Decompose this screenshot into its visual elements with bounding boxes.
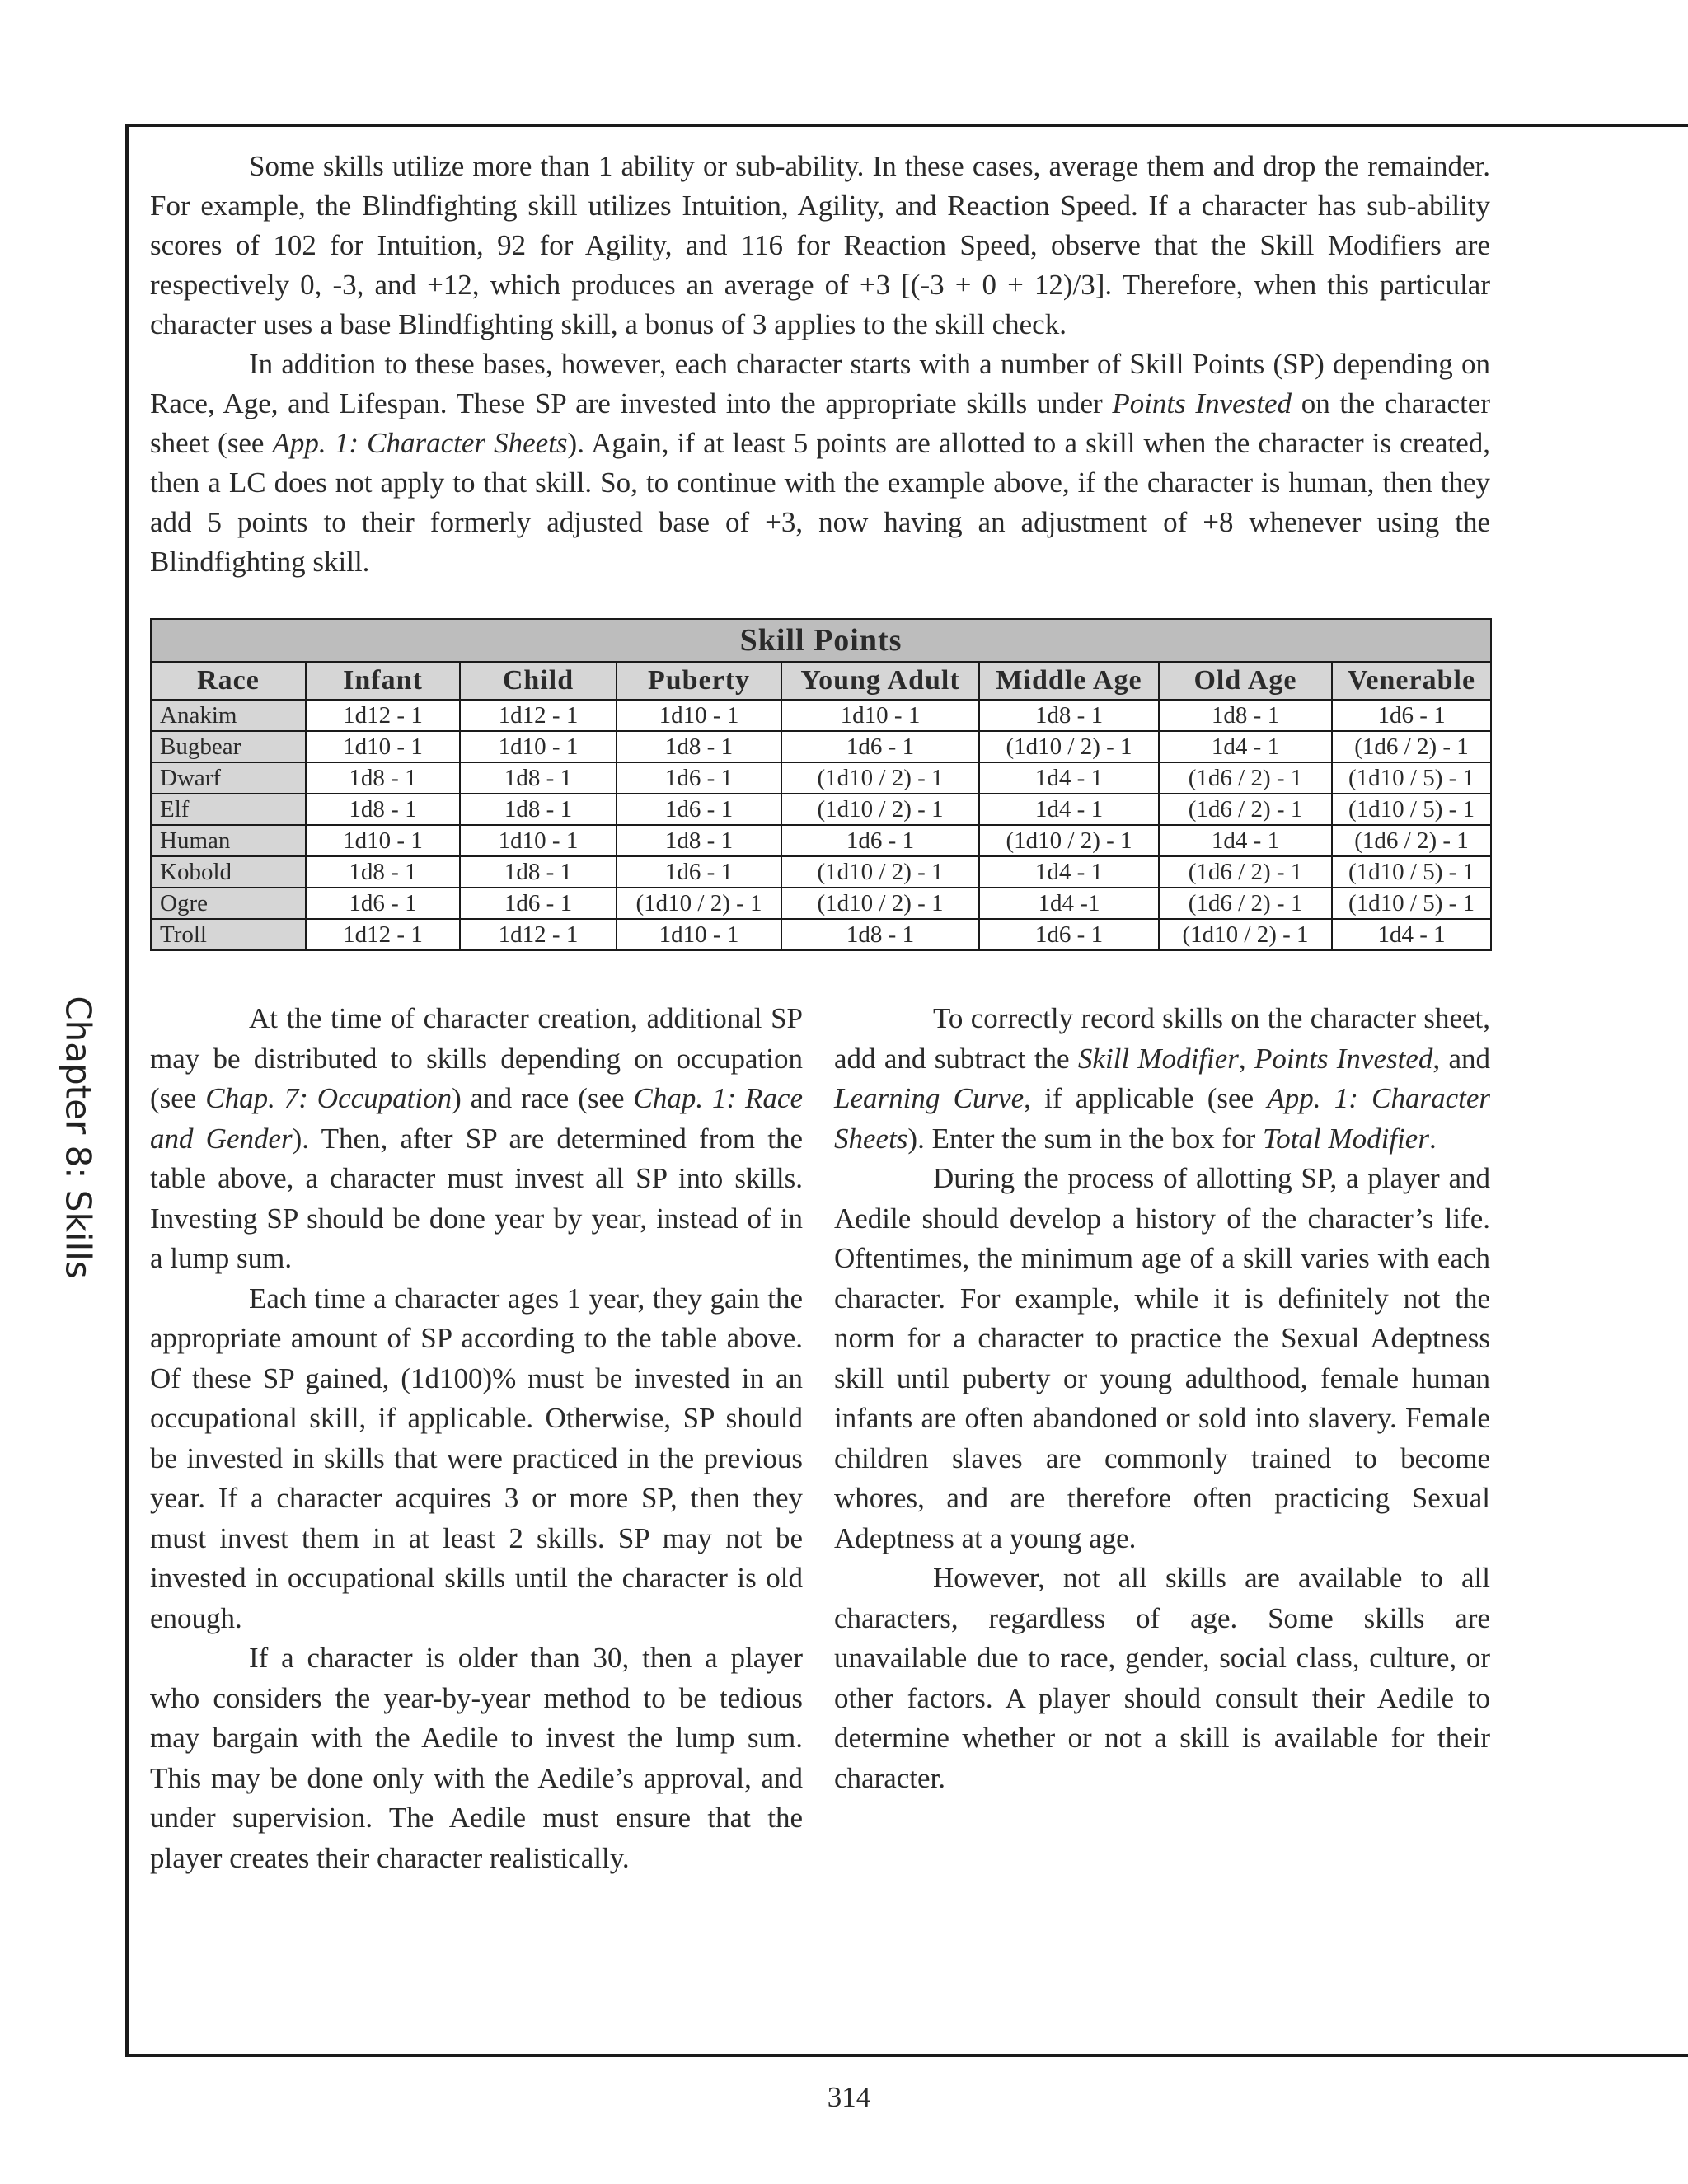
- table-header-cell: Old Age: [1159, 662, 1332, 700]
- table-cell: 1d10 - 1: [306, 731, 460, 762]
- table-cell: (1d10 / 5) - 1: [1332, 794, 1491, 825]
- intro-paragraph-1: Some skills utilize more than 1 ability or sub-ability. In these cases, average them and drop the remainder. For example, the Blindfighting skill utilizes Intuition, Agility, and Reaction Speed. If a character has sub-ability scores of 102 for Intuition, 92 for Agility, and 116 for Reaction Speed, observe that the Skill Modifiers are respectively 0, -3, and +12, which produces an average of +3 [(-3 + 0 + 12)/3]. Therefore, when this particular character uses a base Blindfighting skill, a bonus of 3 applies to the skill check.: [150, 150, 1490, 340]
- race-cell: Human: [151, 825, 306, 856]
- table-cell: 1d12 - 1: [306, 919, 460, 950]
- table-cell: (1d10 / 2) - 1: [1159, 919, 1332, 950]
- table-cell: 1d8 - 1: [1159, 700, 1332, 731]
- table-cell: 1d4 -1: [979, 888, 1159, 919]
- table-cell: 1d8 - 1: [306, 762, 460, 794]
- table-cell: 1d4 - 1: [1332, 919, 1491, 950]
- table-cell: 1d6 - 1: [617, 762, 781, 794]
- table-cell: 1d4 - 1: [1159, 731, 1332, 762]
- left-paragraph-3: If a character is older than 30, then a player who considers the year-by-year method to be tedious may bargain with the Aedile to invest the lump sum. This may be done only with the Aedile’s approval, and under supervision. The Aedile must ensure that the player creates their character realistically.: [150, 1642, 803, 1874]
- table-cell: 1d8 - 1: [781, 919, 979, 950]
- table-cell: 1d10 - 1: [460, 731, 617, 762]
- table-cell: (1d10 / 2) - 1: [617, 888, 781, 919]
- table-row: [151, 825, 1491, 856]
- table-cell: 1d8 - 1: [617, 731, 781, 762]
- table-cell: (1d10 / 2) - 1: [781, 888, 979, 919]
- table-cell: 1d10 - 1: [781, 700, 979, 731]
- table-header-cell: Infant: [306, 662, 460, 700]
- table-row: [151, 700, 1491, 731]
- table-row: [151, 888, 1491, 919]
- race-cell: Bugbear: [151, 731, 306, 762]
- table-header-cell: Race: [151, 662, 306, 700]
- table-row: [151, 856, 1491, 888]
- top-border-rule: [125, 124, 1688, 127]
- table-cell: 1d10 - 1: [460, 825, 617, 856]
- table-cell: (1d10 / 2) - 1: [781, 856, 979, 888]
- right-paragraph-1: To correctly record skills on the character sheet, add and subtract the Skill Modifier, Points Invested, and Learning Curve, if applicable (see App. 1: Character Sheets). Enter the sum in the box for Total Modifier.: [834, 1002, 1490, 1155]
- table-row: [151, 794, 1491, 825]
- table-header-cell: Venerable: [1332, 662, 1491, 700]
- right-paragraph-3: However, not all skills are available to all characters, regardless of age. Some skills are unavailable due to race, gender, social class, culture, or other factors. A player should consult their Aedile to determine whether or not a skill is available for their character.: [834, 1562, 1490, 1794]
- table-header-cell: Puberty: [617, 662, 781, 700]
- left-paragraph-2: Each time a character ages 1 year, they gain the appropriate amount of SP according to the table above. Of these SP gained, (1d100)% must be invested in an occupational skill, if applicable. Otherwise, SP should be invested in skills that were practiced in the previous year. If a character acquires 3 or more SP, then they must invest them in at least 2 skills. SP may not be invested in occupational skills until the character is old enough.: [150, 1282, 803, 1634]
- table-cell: 1d6 - 1: [617, 794, 781, 825]
- table-cell: 1d10 - 1: [306, 825, 460, 856]
- race-cell: Troll: [151, 919, 306, 950]
- left-border-rule: [125, 124, 129, 2057]
- race-cell: Ogre: [151, 888, 306, 919]
- table-cell: 1d8 - 1: [617, 825, 781, 856]
- race-cell: Kobold: [151, 856, 306, 888]
- race-cell: Anakim: [151, 700, 306, 731]
- right-column: [834, 999, 1490, 1798]
- table-header-cell: Child: [460, 662, 617, 700]
- table-cell: 1d10 - 1: [617, 919, 781, 950]
- table-body: [151, 700, 1491, 950]
- table-row: [151, 731, 1491, 762]
- table-cell: (1d10 / 5) - 1: [1332, 762, 1491, 794]
- table-cell: 1d10 - 1: [617, 700, 781, 731]
- skill-points-table: [150, 618, 1490, 951]
- table-row: [151, 919, 1491, 950]
- table-cell: 1d4 - 1: [979, 762, 1159, 794]
- table-header-row: [151, 662, 1491, 700]
- table-cell: (1d10 / 5) - 1: [1332, 856, 1491, 888]
- table-cell: (1d6 / 2) - 1: [1332, 731, 1491, 762]
- table-header-cell: Young Adult: [781, 662, 979, 700]
- table-cell: 1d12 - 1: [460, 919, 617, 950]
- race-cell: Dwarf: [151, 762, 306, 794]
- table-cell: (1d6 / 2) - 1: [1159, 856, 1332, 888]
- table-cell: (1d6 / 2) - 1: [1159, 762, 1332, 794]
- right-paragraph-2: During the process of allotting SP, a player and Aedile should develop a history of the character’s life. Oftentimes, the minimum age of a skill varies with each character. For example, while it is definitely not the norm for a character to practice the Sexual Adeptness skill until puberty or young adulthood, female human infants are often abandoned or sold into slavery. Female children slaves are commonly trained to become whores, and are therefore often practicing Sexual Adeptness at a young age.: [834, 1162, 1490, 1554]
- intro-paragraph-2: In addition to these bases, however, each character starts with a number of Skill Points (SP) depending on Race, Age, and Lifespan. These SP are invested into the appropriate skills under Points Invested on the character sheet (see App. 1: Character Sheets). Again, if at least 5 points are allotted to a skill when the character is created, then a LC does not apply to that skill. So, to continue with the example above, if the character is human, then they add 5 points to their formerly adjusted base of +3, now having an adjustment of +8 whenever using the Blindfighting skill.: [150, 348, 1490, 578]
- table-cell: 1d6 - 1: [979, 919, 1159, 950]
- left-paragraph-1: At the time of character creation, additional SP may be distributed to skills depending on occupation (see Chap. 7: Occupation) and race (see Chap. 1: Race and Gender). Then, after SP are determined from the table above, a character must invest all SP into skills. Investing SP should be done year by year, instead of in a lump sum.: [150, 1002, 804, 1274]
- bottom-border-rule: [125, 2054, 1688, 2057]
- table-cell: (1d6 / 2) - 1: [1332, 825, 1491, 856]
- table-cell: 1d6 - 1: [781, 825, 979, 856]
- left-column: [150, 999, 803, 1878]
- table-cell: 1d8 - 1: [306, 794, 460, 825]
- table-cell: (1d10 / 5) - 1: [1332, 888, 1491, 919]
- table-cell: (1d6 / 2) - 1: [1159, 888, 1332, 919]
- table-cell: 1d8 - 1: [460, 762, 617, 794]
- table-cell: 1d6 - 1: [1332, 700, 1491, 731]
- table-cell: (1d10 / 2) - 1: [979, 825, 1159, 856]
- table-cell: 1d6 - 1: [460, 888, 617, 919]
- table-cell: (1d10 / 2) - 1: [781, 762, 979, 794]
- table-cell: (1d6 / 2) - 1: [1159, 794, 1332, 825]
- table-row: [151, 762, 1491, 794]
- table-cell: 1d8 - 1: [460, 794, 617, 825]
- table-cell: 1d6 - 1: [617, 856, 781, 888]
- table-cell: 1d6 - 1: [781, 731, 979, 762]
- table-cell: 1d4 - 1: [979, 856, 1159, 888]
- table-cell: 1d12 - 1: [460, 700, 617, 731]
- table-cell: 1d8 - 1: [460, 856, 617, 888]
- race-cell: Elf: [151, 794, 306, 825]
- table-cell: 1d8 - 1: [979, 700, 1159, 731]
- table-cell: 1d6 - 1: [306, 888, 460, 919]
- table-header-cell: Middle Age: [979, 662, 1159, 700]
- table-cell: (1d10 / 2) - 1: [979, 731, 1159, 762]
- table-cell: 1d4 - 1: [979, 794, 1159, 825]
- table-title: Skill Points: [151, 619, 1491, 662]
- page-number: 314: [827, 2081, 871, 2113]
- table-cell: 1d8 - 1: [306, 856, 460, 888]
- table-cell: 1d12 - 1: [306, 700, 460, 731]
- chapter-label: Chapter 8: Skills: [58, 996, 99, 1279]
- intro-text: [150, 147, 1490, 582]
- table-cell: 1d4 - 1: [1159, 825, 1332, 856]
- table-cell: (1d10 / 2) - 1: [781, 794, 979, 825]
